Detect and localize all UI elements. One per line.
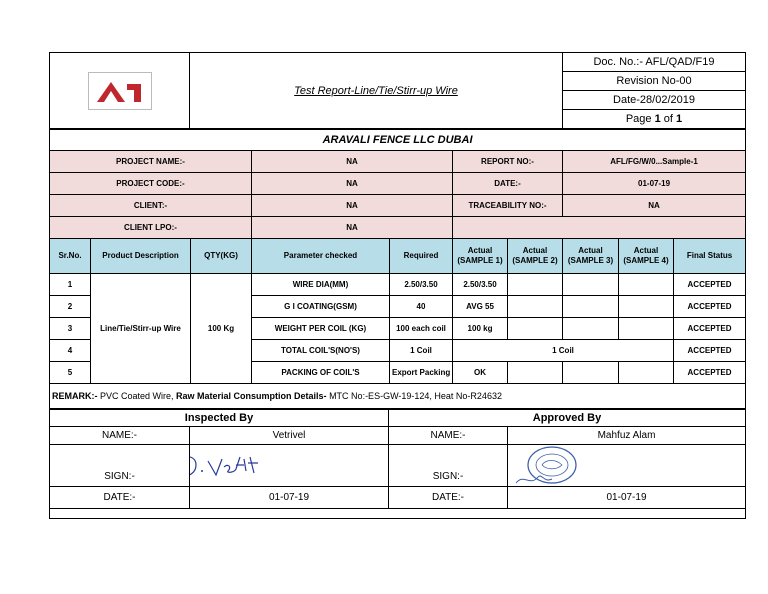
document-header: [49, 52, 746, 129]
doc-number: Doc. No.:- AFL/QAD/F19: [563, 53, 746, 72]
sr-no: 1: [50, 274, 91, 296]
sample-1-value: 100 kg: [453, 318, 508, 340]
column-header-row: [50, 239, 746, 274]
approver-name-label: NAME:-: [389, 427, 508, 445]
final-status: ACCEPTED: [674, 296, 746, 318]
logo-icon: [91, 76, 149, 106]
quantity: 100 Kg: [191, 274, 252, 384]
client-lpo-label: CLIENT LPO:-: [50, 217, 252, 239]
parameter: WEIGHT PER COIL (KG): [252, 318, 390, 340]
report-date-value: 01-07-19: [563, 173, 746, 195]
column-header: QTY(KG): [191, 239, 252, 274]
required-value: 40: [390, 296, 453, 318]
empty-cell: [453, 217, 746, 239]
required-value: 2.50/3.50: [390, 274, 453, 296]
project-code-label: PROJECT CODE:-: [50, 173, 252, 195]
report-no-value: AFL/FG/W/0...Sample-1: [563, 151, 746, 173]
sr-no: 2: [50, 296, 91, 318]
column-header: Parameter checked: [252, 239, 390, 274]
remark-line: REMARK:- PVC Coated Wire, Raw Material Consumption Details- MTC No:-ES-GW-19-124, Heat No-R24632: [50, 384, 746, 409]
column-header: Sr.No.: [50, 239, 91, 274]
test-report-sheet: [49, 52, 745, 519]
traceability-value: NA: [563, 195, 746, 217]
project-name-label: PROJECT NAME:-: [50, 151, 252, 173]
parameter: TOTAL COIL'S(NO'S): [252, 340, 390, 362]
approver-signature-cell: [508, 445, 746, 487]
traceability-label: TRACEABILITY NO:-: [453, 195, 563, 217]
sample-4-value: [619, 318, 674, 340]
parameter: G I COATING(GSM): [252, 296, 390, 318]
sample-4-value: [619, 296, 674, 318]
inspector-date-label: DATE:-: [50, 487, 190, 509]
company-name: ARAVALI FENCE LLC DUBAI: [50, 130, 746, 151]
inspector-name: Vetrivel: [190, 427, 389, 445]
approver-sign-label: SIGN:-: [389, 445, 508, 487]
project-code-value: NA: [252, 173, 453, 195]
column-header: Actual (SAMPLE 3): [563, 239, 619, 274]
sample-4-value: [619, 362, 674, 384]
column-header: Required: [390, 239, 453, 274]
sr-no: 4: [50, 340, 91, 362]
client-value: NA: [252, 195, 453, 217]
sample-3-value: [563, 362, 619, 384]
report-title: Test Report-Line/Tie/Stirr-up Wire: [190, 53, 563, 129]
sample-3-value: [563, 318, 619, 340]
inspector-signature: [190, 449, 269, 483]
product-description: Line/Tie/Stirr-up Wire: [91, 274, 191, 384]
logo-cell: [50, 53, 190, 129]
inspector-signature-cell: [190, 445, 389, 487]
report-date-label: DATE:-: [453, 173, 563, 195]
sample-1-value: AVG 55: [453, 296, 508, 318]
required-value: 1 Coil: [390, 340, 453, 362]
report-table: [49, 129, 746, 409]
parameter: WIRE DIA(MM): [252, 274, 390, 296]
inspector-name-label: NAME:-: [50, 427, 190, 445]
table-row: [50, 274, 746, 296]
column-header: Actual (SAMPLE 4): [619, 239, 674, 274]
sample-3-value: [563, 296, 619, 318]
required-value: 100 each coil: [390, 318, 453, 340]
sample-4-value: [619, 274, 674, 296]
final-status: ACCEPTED: [674, 340, 746, 362]
column-header: Product Description: [91, 239, 191, 274]
column-header: Actual (SAMPLE 1): [453, 239, 508, 274]
approver-date-label: DATE:-: [389, 487, 508, 509]
approver-name: Mahfuz Alam: [508, 427, 746, 445]
final-status: ACCEPTED: [674, 318, 746, 340]
revision-number: Revision No-00: [563, 72, 746, 91]
parameter: PACKING OF COIL'S: [252, 362, 390, 384]
signoff-block: [49, 409, 746, 519]
project-name-value: NA: [252, 151, 453, 173]
sample-1-value: 2.50/3.50: [453, 274, 508, 296]
sample-1-value: OK: [453, 362, 508, 384]
inspected-by-heading: Inspected By: [50, 410, 389, 427]
required-value: Export Packing: [390, 362, 453, 384]
report-no-label: REPORT NO:-: [453, 151, 563, 173]
document-date: Date-28/02/2019: [563, 91, 746, 110]
final-status: ACCEPTED: [674, 362, 746, 384]
company-logo: [88, 72, 152, 110]
sr-no: 3: [50, 318, 91, 340]
sample-3-value: [563, 274, 619, 296]
inspector-sign-label: SIGN:-: [50, 445, 190, 487]
sample-2-value: [508, 362, 563, 384]
approver-date: 01-07-19: [508, 487, 746, 509]
footer-blank-row: [50, 509, 746, 519]
inspector-date: 01-07-19: [190, 487, 389, 509]
client-lpo-value: NA: [252, 217, 453, 239]
sample-2-value: [508, 296, 563, 318]
final-status: ACCEPTED: [674, 274, 746, 296]
sample-2-value: [508, 318, 563, 340]
approved-by-heading: Approved By: [389, 410, 746, 427]
sr-no: 5: [50, 362, 91, 384]
column-header: Final Status: [674, 239, 746, 274]
page-number: Page 1 of 1: [563, 110, 746, 129]
column-header: Actual (SAMPLE 2): [508, 239, 563, 274]
approval-stamp: [512, 445, 592, 487]
sample-merged-value: 1 Coil: [453, 340, 674, 362]
client-label: CLIENT:-: [50, 195, 252, 217]
sample-2-value: [508, 274, 563, 296]
